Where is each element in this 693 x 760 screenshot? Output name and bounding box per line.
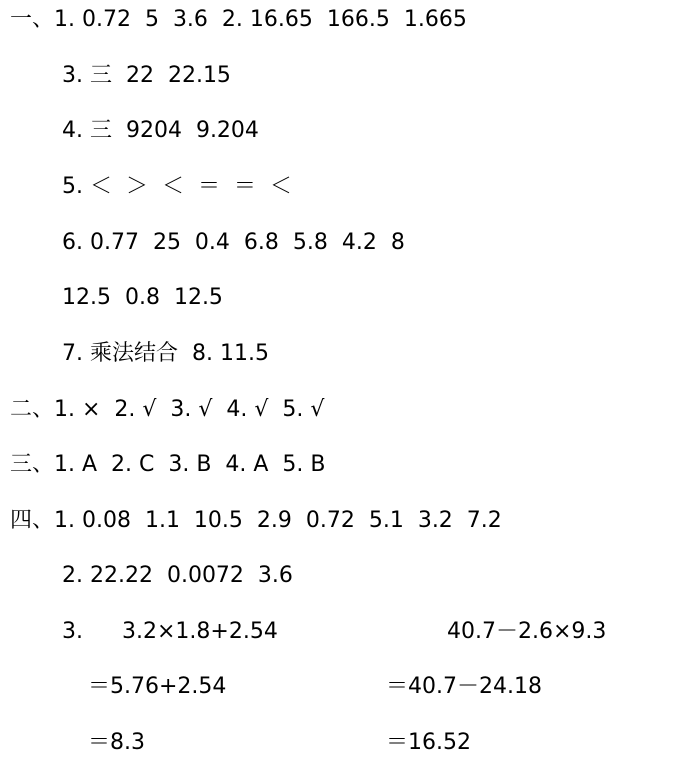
section-4-line-2: 2. 22.22 0.0072 3.6 xyxy=(62,563,293,588)
section-1-line-6-cont: 12.5 0.8 12.5 xyxy=(62,285,223,310)
section-4-line-1: 四、1. 0.08 1.1 10.5 2.9 0.72 5.1 3.2 7.2 xyxy=(10,508,502,533)
section-4-q3-expr-2: 40.7－2.6×9.3 xyxy=(447,619,607,644)
section-1-line-6: 6. 0.77 25 0.4 6.8 5.8 4.2 8 xyxy=(62,230,405,255)
section-4-q3-expr-1: 3.2×1.8+2.54 xyxy=(122,619,278,644)
section-4-q3-step1-right: ＝40.7－24.18 xyxy=(386,674,542,699)
section-1-line-7: 7. 乘法结合 8. 11.5 xyxy=(62,341,269,366)
section-1-line-5: 5. ＜ ＞ ＜ ＝ ＝ ＜ xyxy=(62,174,292,199)
section-1-line-4: 4. 三 9204 9.204 xyxy=(62,118,259,143)
section-1-line-3: 3. 三 22 22.15 xyxy=(62,63,231,88)
section-3-line-1: 三、1. A 2. C 3. B 4. A 5. B xyxy=(10,452,326,477)
section-4-q3-step2-left: ＝8.3 xyxy=(88,730,145,755)
section-2-line-1: 二、1. × 2. √ 3. √ 4. √ 5. √ xyxy=(10,397,325,422)
section-4-q3-step1-left: ＝5.76+2.54 xyxy=(88,674,227,699)
section-4-q3-number: 3. xyxy=(62,619,83,644)
section-4-q3-step2-right: ＝16.52 xyxy=(386,730,471,755)
section-1-line-1: 一、1. 0.72 5 3.6 2. 16.65 166.5 1.665 xyxy=(10,7,467,32)
